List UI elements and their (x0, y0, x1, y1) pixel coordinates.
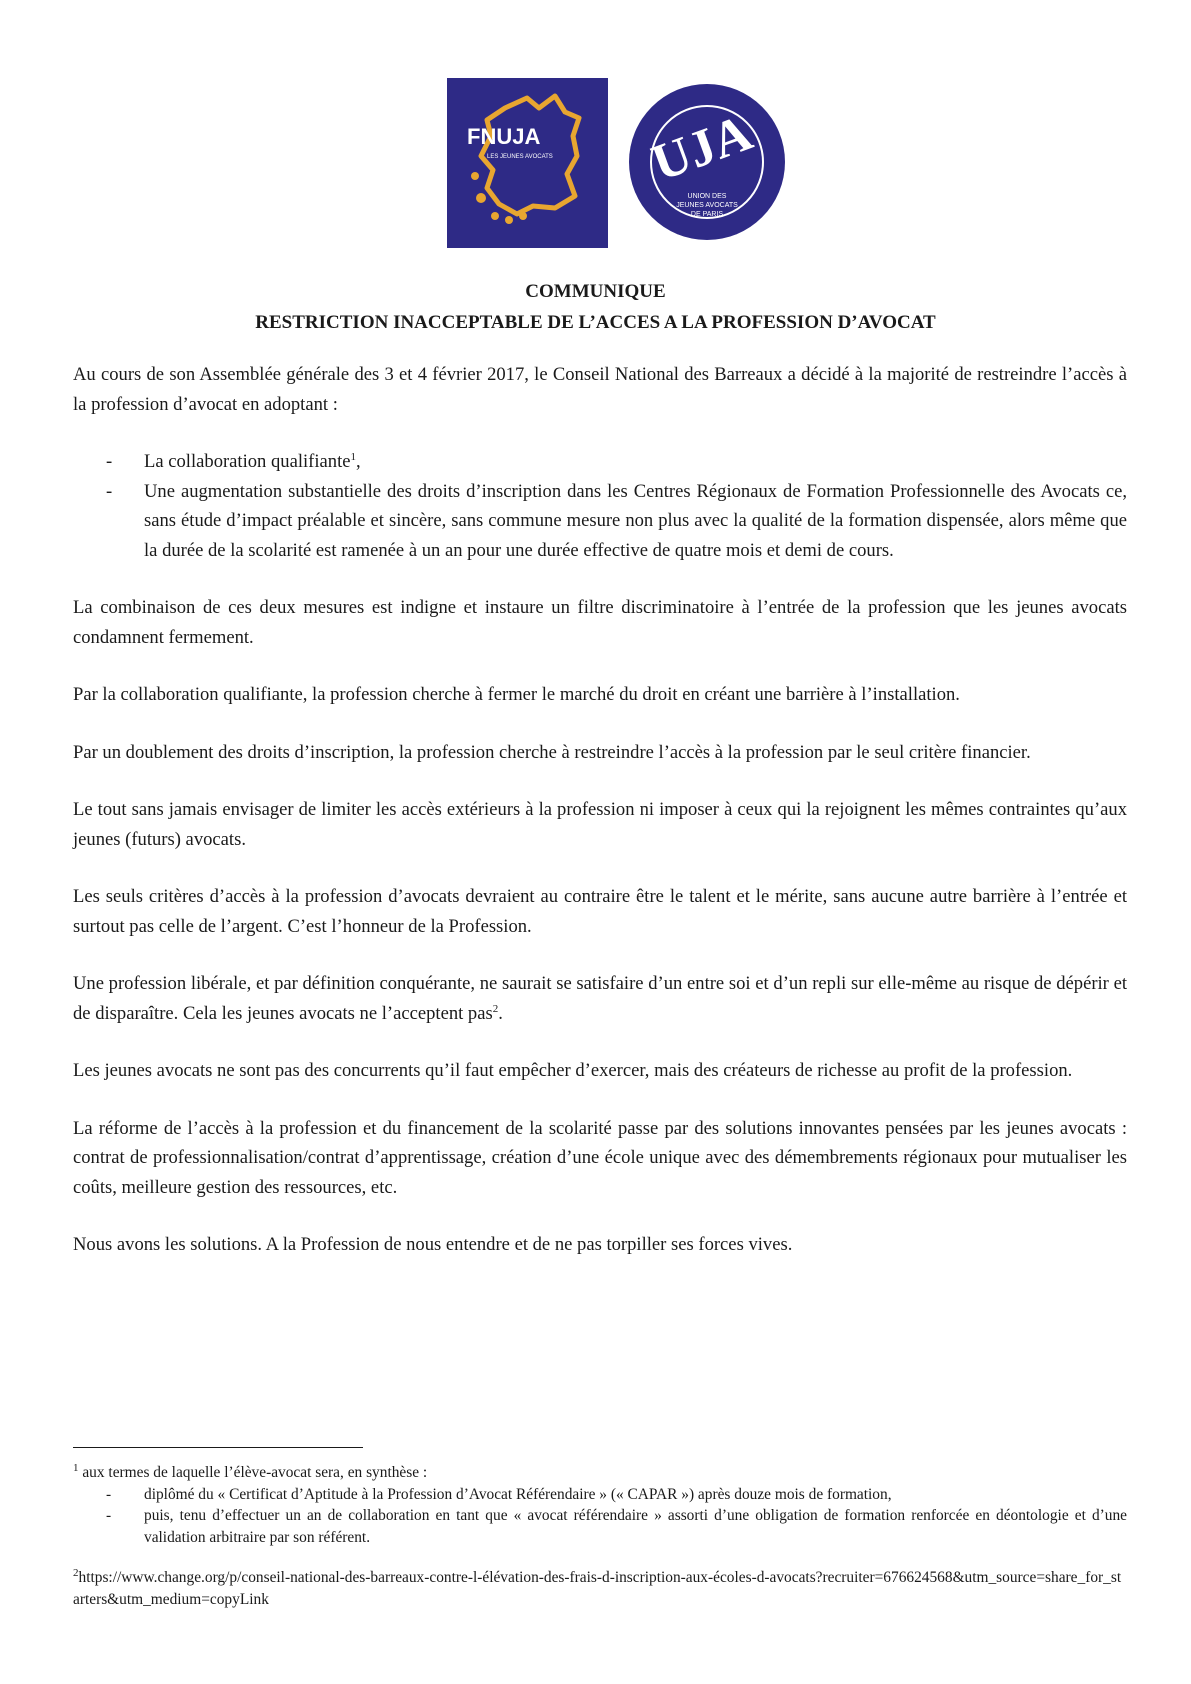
logo-group (447, 78, 767, 248)
document-subtitle: RESTRICTION INACCEPTABLE DE L’ACCES A LA PROFESSION D’AVOCAT (255, 312, 936, 333)
uja-logo-line1: UNION DES (687, 193, 727, 200)
list-item-text: La collaboration qualifiante (144, 451, 351, 472)
paragraph-6-tail: . (498, 1002, 503, 1024)
footnote-1-item-text: diplômé du « Certificat d’Aptitude à la Profession d’Avocat Référendaire » (« CAPAR ») après douze mois de formation, (144, 1485, 892, 1503)
footnote-divider (73, 1447, 363, 1448)
uja-logo-text: UJA (644, 104, 760, 193)
paragraph-2: Par la collaboration qualifiante, la profession cherche à fermer le marché du droit en créant une barrière à l’installation. (73, 684, 960, 705)
list-dash: - (106, 451, 113, 472)
list-dash: - (106, 480, 113, 502)
footnote-1-intro (73, 1462, 1127, 1484)
footnotes (73, 1462, 1127, 1610)
fnuja-logo-text: FNUJA (467, 124, 541, 149)
list-dash: - (106, 1485, 112, 1503)
list-item (73, 477, 1127, 566)
footnote-1-text: aux termes de laquelle l’élève-avocat sera, en synthèse : (78, 1464, 428, 1481)
paragraph-9: Nous avons les solutions. A la Profession de nous entendre et de ne pas torpiller ses forces vives. (73, 1234, 793, 1255)
paragraph-3: Par un doublement des droits d’inscription, la profession cherche à restreindre l’accès à la profession par le seul critère financier. (73, 741, 1031, 763)
footnote-1-item-text: puis, tenu d’effectuer un an de collaboration en tant que « avocat référendaire » assorti d’une obligation de formation renforcée en déontologie et d’une validation arbitraire par son référent. (144, 1507, 1127, 1546)
paragraph-6 (73, 969, 1127, 1028)
list-item (73, 447, 1127, 477)
list-item (73, 1484, 1127, 1506)
footnote-2-number: 2 (73, 1566, 79, 1579)
fnuja-logo (447, 78, 608, 248)
list-dash: - (106, 1507, 112, 1524)
document-body (73, 360, 1127, 1288)
paragraph-5: Les seuls critères d’accès à la profession d’avocats devraient au contraire être le talent et le mérite, sans aucune autre barrière à l’entrée et surtout pas celle de l’argent. C’est l’honneur de la Profession. (73, 886, 1127, 937)
document-header (0, 276, 1191, 338)
document-title: COMMUNIQUE (525, 281, 666, 302)
footnote-ref-1[interactable]: 1 (350, 450, 357, 463)
fnuja-logo-subtext: LES JEUNES AVOCATS (487, 154, 553, 160)
uja-logo-line2: JEUNES AVOCATS (676, 202, 738, 209)
paragraph-8: La réforme de l’accès à la profession et du financement de la scolarité passe par des solutions innovantes pensées par les jeunes avocats : contrat de professionnalisation/contrat d’apprentissage, création d’une école unique avec des démembrements régionaux pour mutualiser les coûts, meilleure gestion des ressources, etc. (73, 1117, 1127, 1198)
list-item (73, 1505, 1127, 1548)
footnote-1-list (73, 1484, 1127, 1549)
uja-logo (627, 82, 787, 242)
uja-logo-line3: DE PARIS (690, 211, 724, 218)
paragraph-7: Les jeunes avocats ne sont pas des concurrents qu’il faut empêcher d’exercer, mais des créateurs de richesse au profit de la profession. (73, 1060, 1073, 1081)
paragraph-6-text: Une profession libérale, et par définition conquérante, ne saurait se satisfaire d’un entre soi et d’un repli sur elle-même au risque de dépérir et de disparaître. Cela les jeunes avocats ne l’acceptent pas (73, 973, 1127, 1024)
paragraph-4: Le tout sans jamais envisager de limiter les accès extérieurs à la profession ni imposer à ceux qui la rejoignent les mêmes contraintes qu’aux jeunes (futurs) avocats. (73, 799, 1127, 850)
list-item-tail: , (356, 451, 361, 472)
footnote-ref-2[interactable]: 2 (492, 1002, 499, 1015)
footnote-2 (73, 1567, 1127, 1610)
measures-list (73, 447, 1127, 565)
footnote-1-number: 1 (73, 1461, 79, 1474)
list-item-text: Une augmentation substantielle des droits d’inscription dans les Centres Régionaux de Formation Professionnelle des Avocats ce, sans étude d’impact préalable et sincère, sans commune mesure non plus avec la qualité de la formation dispensée, alors même que la durée de la scolarité est ramenée à un an pour une durée effective de quatre mois et demi de cours. (144, 480, 1127, 561)
paragraph-1: La combinaison de ces deux mesures est indigne et instaure un filtre discriminatoire à l’entrée de la profession que les jeunes avocats condamnent fermement. (73, 597, 1127, 648)
footnote-2-link[interactable]: https://www.change.org/p/conseil-national-des-barreaux-contre-l-élévation-des-frais-d-inscription-aux-écoles-d-avocats?recruiter=676624568&utm_source=share_for_starters&utm_medium=copyLink (73, 1569, 1122, 1608)
intro-paragraph: Au cours de son Assemblée générale des 3 et 4 février 2017, le Conseil National des Barreaux a décidé à la majorité de restreindre l’accès à la profession d’avocat en adoptant : (73, 364, 1127, 415)
